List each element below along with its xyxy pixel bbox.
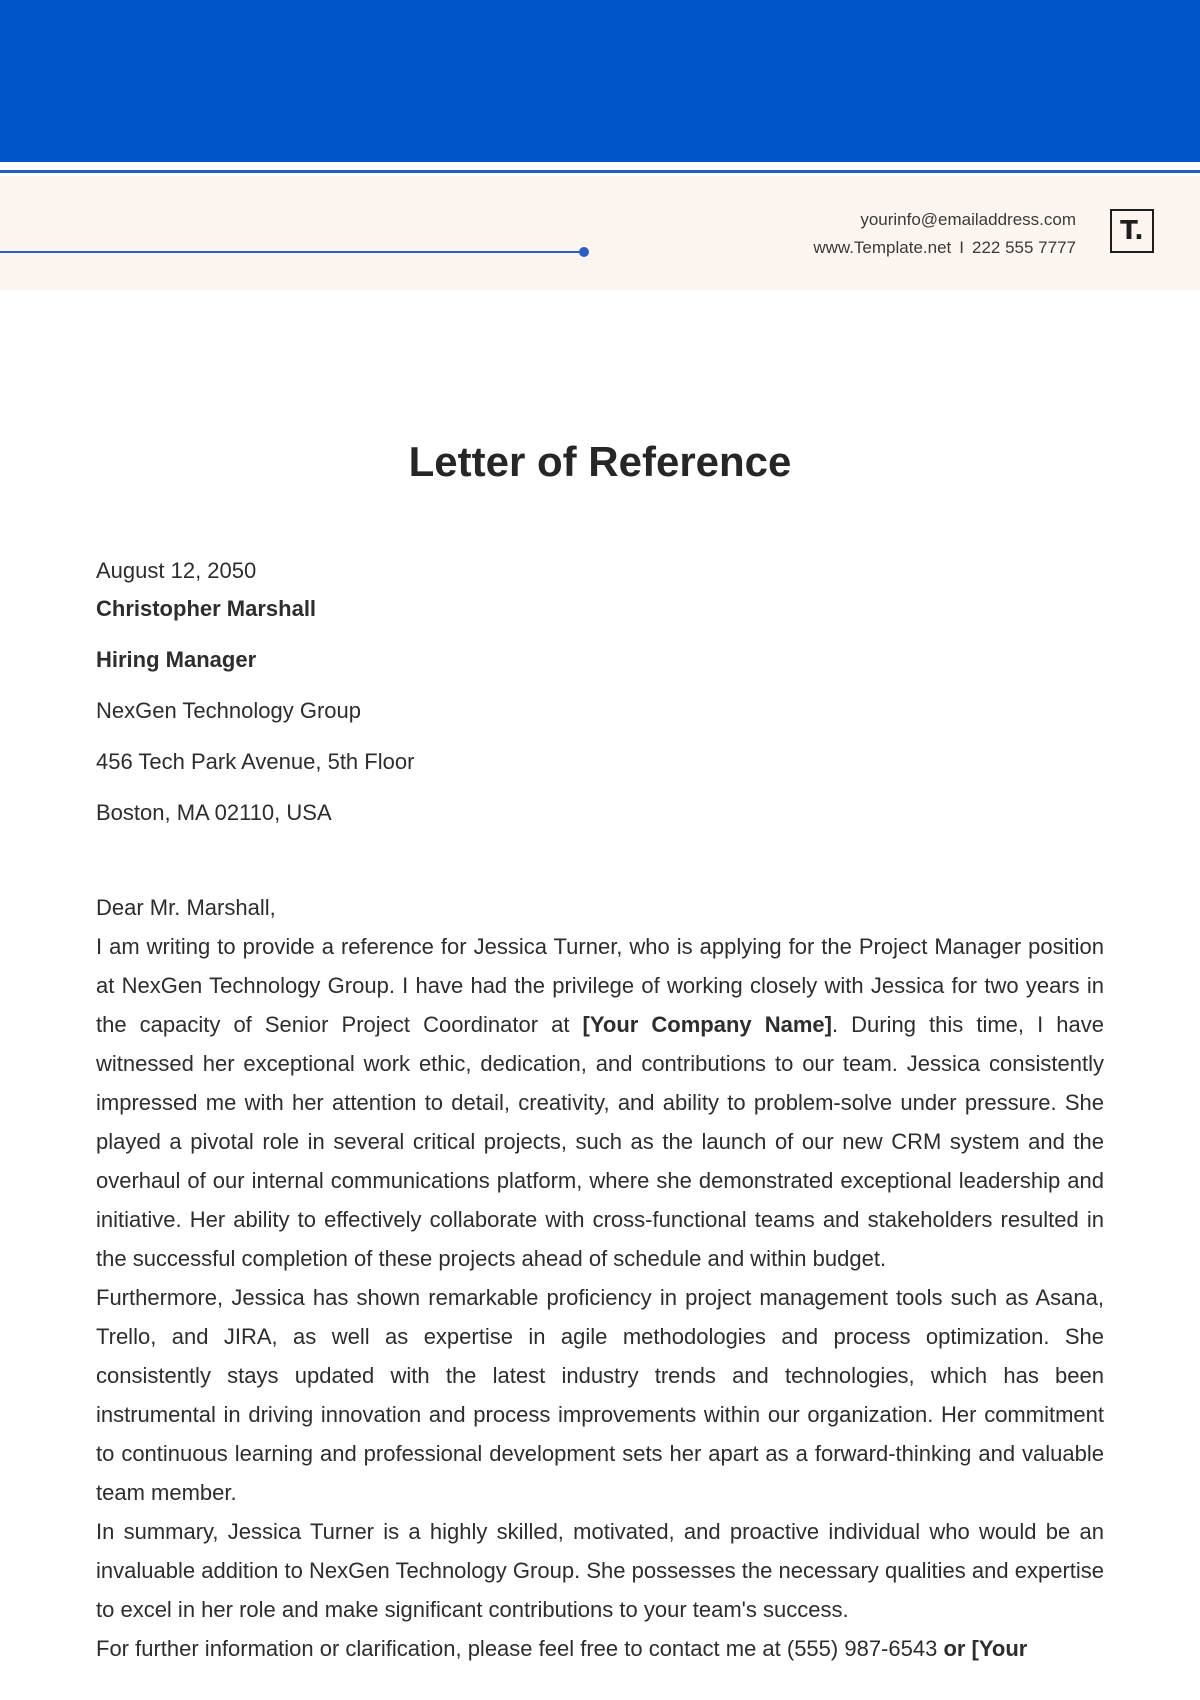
decorative-dot bbox=[579, 247, 589, 257]
website-text: www.Template.net bbox=[813, 238, 952, 257]
contact-separator: I bbox=[959, 238, 964, 257]
recipient-position: Hiring Manager bbox=[96, 647, 257, 672]
recipient-address-line2: Boston, MA 02110, USA bbox=[96, 800, 332, 825]
template-logo-icon bbox=[1110, 209, 1154, 253]
paragraph-1 bbox=[96, 927, 1104, 1278]
paragraph-2: Furthermore, Jessica has shown remarkable proficiency in project management tools such as Asana, Trello, and JIRA, as well as expertise in agile methodologies and process optimization. She consistently stays updated with the latest industry trends and technologies, which has been instrumental in driving innovation and process improvements within our organization. Her commitment to continuous learning and professional development sets her apart as a forward-thinking and valuable team member. bbox=[96, 1285, 1104, 1505]
contact-info bbox=[813, 206, 1076, 262]
paragraph-1-start: I am writing to provide a reference for Jessica Turner, who is applying for the Project Manager position at NexGen Technology Group. I have had the privilege of working closely with Jessica for two years in the capacity of Senior Project Coordinator at bbox=[96, 934, 1104, 1037]
header-band bbox=[0, 0, 1200, 162]
letter-body bbox=[96, 888, 1104, 1668]
paragraph-3: In summary, Jessica Turner is a highly skilled, motivated, and proactive individual who would be an invaluable addition to NexGen Technology Group. She possesses the necessary qualities and expertise to excel in her role and make significant contributions to your team's success. bbox=[96, 1519, 1104, 1622]
email-text: yourinfo@emailaddress.com bbox=[860, 210, 1076, 229]
logo-text: T. bbox=[1120, 216, 1144, 246]
recipient-company: NexGen Technology Group bbox=[96, 698, 361, 723]
paragraph-4 bbox=[96, 1629, 1104, 1668]
letter-date: August 12, 2050 bbox=[96, 558, 257, 583]
paragraph-1-end: . During this time, I have witnessed her exceptional work ethic, dedication, and contributions to our team. Jessica consistently impressed me with her attention to detail, creativity, and ability to problem-solve under pressure. She played a pivotal role in several critical projects, such as the launch of our new CRM system and the overhaul of our internal communications platform, where she demonstrated exceptional leadership and initiative. Her ability to effectively collaborate with cross-functional teams and stakeholders resulted in the successful completion of these projects ahead of schedule and within budget. bbox=[96, 1012, 1104, 1271]
company-name-placeholder: [Your Company Name] bbox=[582, 1012, 832, 1037]
contact-placeholder: or [Your bbox=[943, 1636, 1028, 1661]
phone-text: 222 555 7777 bbox=[972, 238, 1076, 257]
salutation: Dear Mr. Marshall, bbox=[96, 895, 276, 920]
paragraph-4-start: For further information or clarification, please feel free to contact me at (555) 987-6543 bbox=[96, 1636, 944, 1661]
header-rule bbox=[0, 170, 1200, 173]
document-title: Letter of Reference bbox=[408, 438, 792, 485]
decorative-line bbox=[0, 251, 583, 253]
website-phone-line bbox=[813, 234, 1076, 262]
recipient-name: Christopher Marshall bbox=[96, 596, 317, 621]
recipient-block bbox=[96, 556, 414, 849]
recipient-address-line1: 456 Tech Park Avenue, 5th Floor bbox=[96, 749, 415, 774]
